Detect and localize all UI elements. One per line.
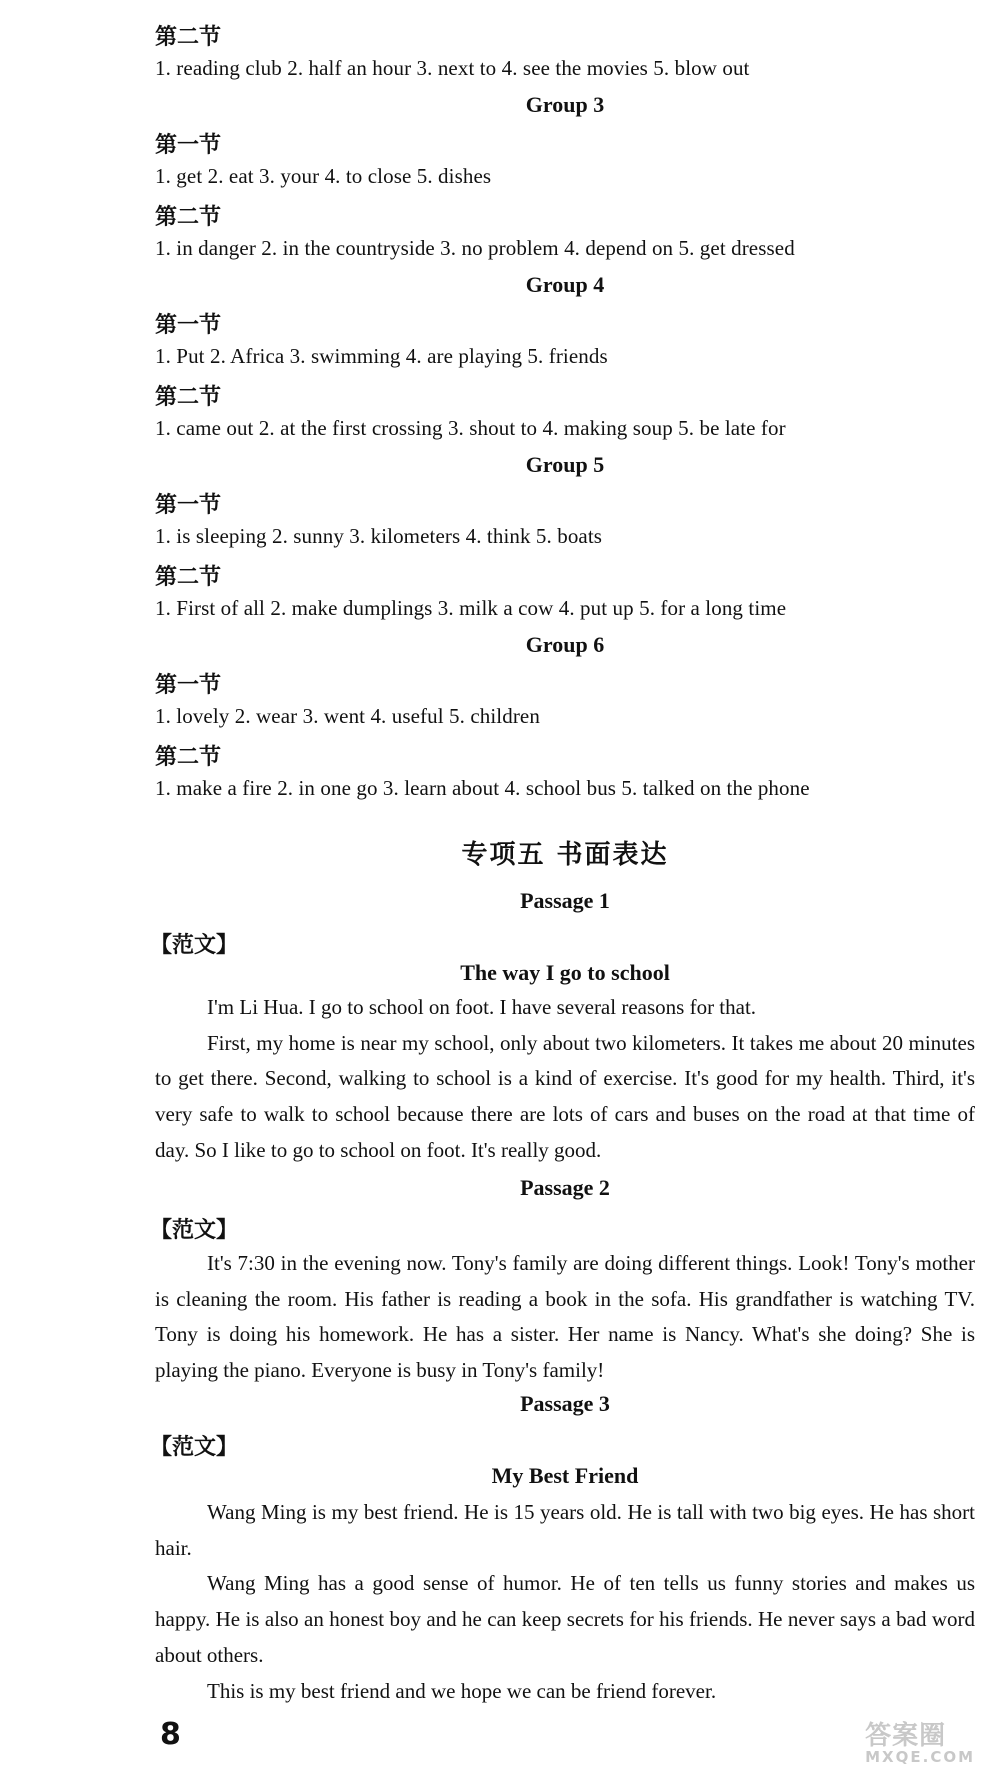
group-heading: Group 5 (525, 452, 605, 477)
answer-line: 1. reading club 2. half an hour 3. next to 4. see the movies 5. blow out (155, 56, 750, 80)
section-label: 第二节 (155, 385, 222, 410)
passage3-p2: Wang Ming has a good sense of humor. He of ten tells us funny stories and makes us happy. He is also an honest boy and he can keep secrets for his friends. He never says a bad word about others. (155, 1571, 975, 1667)
answer-line: 1. make a fire 2. in one go 3. learn about 4. school bus 5. talked on the phone (155, 776, 810, 800)
answer-line: 1. is sleeping 2. sunny 3. kilometers 4. think 5. boats (155, 524, 603, 548)
section-label: 第二节 (155, 205, 222, 230)
passage2-body (155, 1246, 975, 1389)
passage3-p1: Wang Ming is my best friend. He is 15 years old. He is tall with two big eyes. He has short hair. (155, 1500, 975, 1560)
passage3-heading: Passage 3 (520, 1391, 610, 1416)
section-label: 第二节 (155, 25, 222, 50)
answer-line: 1. Put 2. Africa 3. swimming 4. are playing 5. friends (155, 344, 608, 368)
passage2-label: 【范文】 (150, 1218, 239, 1243)
passage3-body (155, 1495, 975, 1709)
passage2-p1: It's 7:30 in the evening now. Tony's family are doing different things. Look! Tony's mother is cleaning the room. His father is reading a book in the sofa. His grandfather is watching TV. Tony is doing his homework. He has a sister. Her name is Nancy. What's she doing? She is playing the piano. Everyone is busy in Tony's family! (155, 1251, 975, 1383)
passage1-label: 【范文】 (150, 933, 239, 958)
watermark-logo-text: 答案圈 (865, 1721, 947, 1751)
section-label: 第一节 (155, 673, 222, 698)
passage1-p1: I'm Li Hua. I go to school on foot. I have several reasons for that. (207, 995, 757, 1019)
section-title: 专项五 书面表达 (461, 840, 669, 870)
answer-line: 1. get 2. eat 3. your 4. to close 5. dishes (155, 164, 492, 188)
page-number: 8 (160, 1717, 181, 1752)
answer-line: 1. came out 2. at the first crossing 3. shout to 4. making soup 5. be late for (155, 416, 786, 440)
group-heading: Group 6 (525, 632, 605, 657)
passage3-label: 【范文】 (150, 1435, 239, 1460)
passage1-title: The way I go to school (460, 960, 670, 985)
passage2-heading: Passage 2 (520, 1175, 610, 1200)
passage1-body (155, 990, 975, 1169)
answer-line: 1. in danger 2. in the countryside 3. no problem 4. depend on 5. get dressed (155, 236, 795, 260)
answer-line: 1. lovely 2. wear 3. went 4. useful 5. children (155, 704, 540, 728)
group-heading: Group 4 (525, 272, 605, 297)
section-label: 第一节 (155, 493, 222, 518)
answer-line: 1. First of all 2. make dumplings 3. milk a cow 4. put up 5. for a long time (155, 596, 787, 620)
watermark-logo (865, 1715, 975, 1766)
section-label: 第一节 (155, 133, 222, 158)
passage3-title: My Best Friend (491, 1463, 639, 1488)
section-label: 第二节 (155, 745, 222, 770)
passage1-p2: First, my home is near my school, only about two kilometers. It takes me about 20 minutes to get there. Second, walking to school is a kind of exercise. It's good for my health. Third, it's very safe to walk to school because there are lots of cars and buses on the road at that time of day. So I like to go to school on foot. It's really good. (155, 1030, 975, 1162)
section-label: 第一节 (155, 313, 222, 338)
watermark-site: MXQE.COM (865, 1748, 975, 1766)
passage1-heading: Passage 1 (520, 888, 610, 913)
section-label: 第二节 (155, 565, 222, 590)
group-heading: Group 3 (525, 92, 605, 117)
passage3-p3: This is my best friend and we hope we can be friend forever. (207, 1678, 717, 1703)
